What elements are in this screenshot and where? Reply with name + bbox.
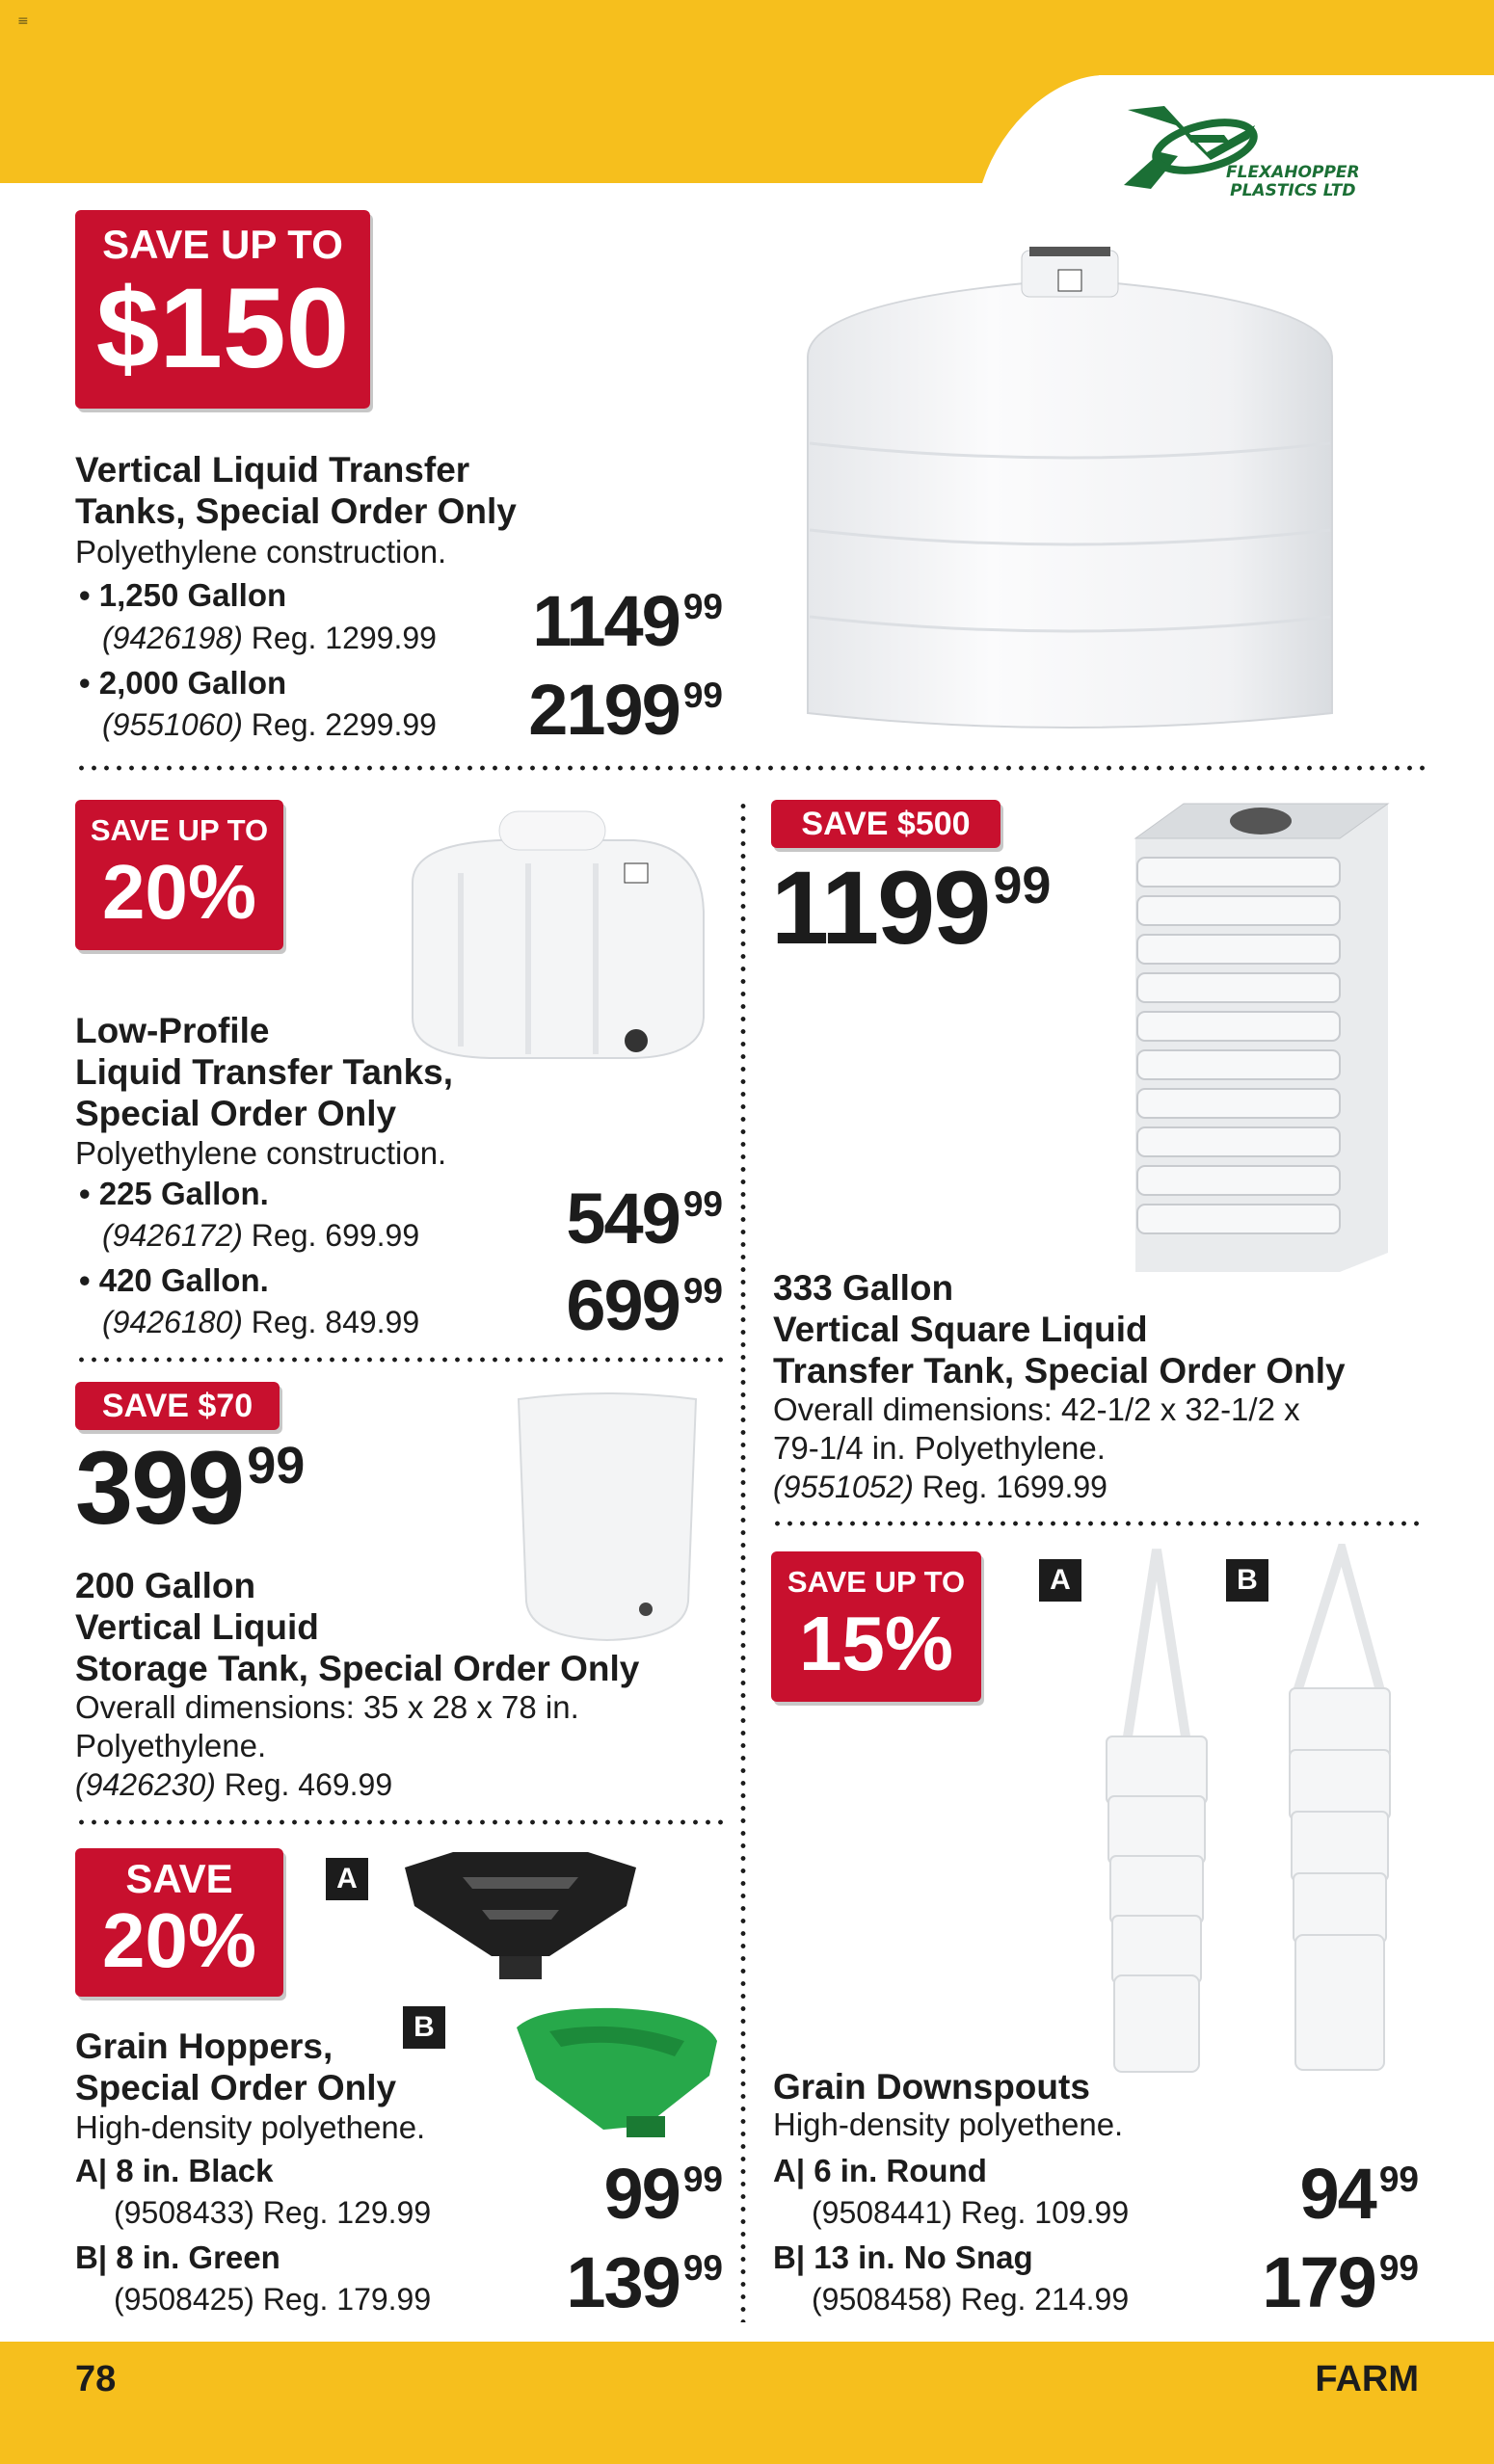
dotted-column-divider [740,800,746,2322]
title-line: 200 Gallon [75,1566,256,1605]
item-sku: (9508425) [114,2282,254,2317]
dotted-separator [771,1521,1427,1526]
price-main: 1149 [532,581,680,661]
item-sku-line [102,1303,419,1341]
item-sku: (9426198) [102,621,243,655]
title-line: Liquid Transfer Tanks, [75,1052,454,1092]
price-square-tank [771,849,1052,966]
badge-big-text: 20% [101,1897,257,1983]
title-line: Storage Tank, Special Order Only [75,1649,640,1688]
flexahopper-logo [1118,96,1407,202]
item-sku: (9551060) [102,707,243,742]
price-cents: 99 [682,1183,723,1224]
price-cents: 99 [247,1437,306,1496]
item-sku: (9426180) [102,1305,243,1339]
price-225 [566,1179,723,1258]
price-cents: 99 [682,2247,723,2288]
price-420 [566,1265,723,1345]
title-line: Tanks, Special Order Only [75,491,517,531]
price-main: 1199 [771,849,990,966]
downspouts-title: Grain Downspouts [773,2067,1090,2106]
vertical-tanks-title [75,449,517,532]
item-sku: (9551052) [773,1470,914,1504]
vertical-tanks-desc: Polyethylene construction. [75,534,447,570]
item-sku-line [812,2193,1129,2232]
title-line: Vertical Liquid Transfer [75,450,470,490]
item-reg-price: Reg. 2299.99 [251,707,437,742]
low-profile-desc: Polyethylene construction. [75,1135,447,1171]
grain-hoppers-desc: High-density polyethene. [75,2109,426,2145]
item-reg-price: Reg. 214.99 [960,2282,1130,2317]
title-line: Special Order Only [75,1094,397,1133]
item-sku-line [102,1216,419,1255]
storage-tank-desc [75,1688,579,1765]
title-line: 333 Gallon [773,1268,954,1308]
price-main: 699 [566,1265,680,1345]
price-storage-tank [75,1429,306,1546]
item-name: • 2,000 Gallon [79,665,287,701]
price-cents: 99 [682,2159,723,2199]
square-tank-desc [773,1391,1300,1468]
price-cents: 99 [682,1270,723,1311]
item-sku: (9426172) [102,1218,243,1253]
badge-big-text: 20% [101,849,257,935]
title-line: Vertical Liquid [75,1607,319,1647]
badge-top-text: SAVE UP TO [787,1565,966,1599]
dotted-separator [75,765,1425,771]
item-name: A| 8 in. Black [75,2153,274,2188]
item-name: • 420 Gallon. [79,1262,269,1298]
square-tank-title [773,1267,1346,1391]
item-sku-line [114,2193,431,2232]
price-cents: 99 [682,675,723,715]
green-hopper-image [511,2002,723,2147]
title-line: Low-Profile [75,1011,270,1050]
page-number: 78 [75,2359,117,2399]
low-profile-title [75,1010,453,1134]
save-badge-500: SAVE $500 [771,800,1000,848]
badge-top-text: SAVE [125,1856,233,1901]
tag-a: A [1039,1559,1081,1602]
dotted-separator [75,1819,725,1825]
downspouts-desc: High-density polyethene. [773,2106,1124,2142]
price-1250 [532,581,723,661]
save-badge-15 [771,1551,981,1702]
footer-band [0,2342,1494,2464]
price-main: 139 [566,2242,680,2322]
badge-big-text: $150 [95,265,350,392]
item-reg-price: Reg. 1699.99 [921,1470,1107,1504]
item-name: B| 8 in. Green [75,2239,280,2275]
item-sku: (9508441) [812,2195,952,2230]
tag-a: A [326,1858,368,1900]
no-snag-downspout-image [1276,1544,1401,2083]
price-main: 2199 [528,670,680,750]
price-main: 549 [566,1179,680,1258]
title-line: Transfer Tank, Special Order Only [773,1351,1346,1391]
item-sku: (9426230) [75,1767,216,1802]
price-main: 99 [603,2154,680,2234]
item-sku-line [102,705,437,744]
logo-line-1: FLEXAHOPPER [1226,163,1360,182]
item-reg-price: Reg. 129.99 [262,2195,432,2230]
item-sku: (9508458) [812,2282,952,2317]
storage-tank-title [75,1565,639,1689]
save-badge-20 [75,800,283,950]
vertical-tank-image [790,241,1349,742]
logo-text [1226,164,1360,200]
badge-top-text: SAVE UP TO [102,222,343,267]
price-cents: 99 [993,857,1052,915]
black-hopper-image [395,1848,644,1985]
item-name: • 1,250 Gallon [79,577,287,613]
item-reg-price: Reg. 469.99 [224,1767,393,1802]
price-main: 399 [75,1429,244,1546]
tag-b: B [1226,1559,1268,1602]
square-tank-image [1126,800,1398,1274]
price-main: 179 [1262,2242,1375,2322]
price-hopper-black [603,2154,723,2234]
grain-hoppers-title [75,2026,396,2108]
item-reg-price: Reg. 109.99 [960,2195,1130,2230]
item-name: B| 13 in. No Snag [773,2239,1033,2275]
round-downspout-image [1099,1544,1214,2083]
title-line: Grain Hoppers, [75,2027,333,2066]
save-badge-70: SAVE $70 [75,1382,280,1430]
save-badge-hoppers [75,1848,283,1997]
item-reg-price: Reg. 179.99 [262,2282,432,2317]
desc-line: Polyethylene. [75,1728,267,1763]
tag-b: B [403,2006,445,2049]
storage-tank-sku-line [75,1765,392,1804]
save-badge-150 [75,210,370,409]
price-2000 [528,670,723,750]
price-cents: 99 [1378,2159,1419,2199]
square-tank-sku-line [773,1468,1107,1506]
item-reg-price: Reg. 849.99 [251,1305,420,1339]
desc-line: 79-1/4 in. Polyethylene. [773,1430,1106,1466]
item-sku-line [114,2280,431,2318]
item-sku-line [102,619,437,657]
desc-line: Overall dimensions: 42-1/2 x 32-1/2 x [773,1391,1300,1427]
item-sku: (9508433) [114,2195,254,2230]
item-sku-line [812,2280,1129,2318]
desc-line: Overall dimensions: 35 x 28 x 78 in. [75,1689,579,1725]
badge-top-text: SAVE UP TO [90,813,269,847]
title-line: Vertical Square Liquid [773,1310,1148,1349]
title-line: Special Order Only [75,2068,397,2107]
price-hopper-green [566,2242,723,2322]
section-label: FARM [1315,2359,1419,2399]
price-cents: 99 [1378,2247,1419,2288]
item-reg-price: Reg. 699.99 [251,1218,420,1253]
item-name: A| 6 in. Round [773,2153,987,2188]
logo-line-2: PLASTICS LTD [1230,181,1356,200]
price-downspout-nosnag [1262,2242,1419,2322]
item-reg-price: Reg. 1299.99 [251,621,437,655]
dotted-separator [75,1357,725,1363]
item-name: • 225 Gallon. [79,1176,269,1211]
badge-big-text: 15% [798,1601,954,1686]
menu-icon[interactable]: ≡ [17,13,29,29]
price-cents: 99 [682,586,723,626]
price-downspout-round [1299,2154,1419,2234]
price-main: 94 [1299,2154,1375,2234]
